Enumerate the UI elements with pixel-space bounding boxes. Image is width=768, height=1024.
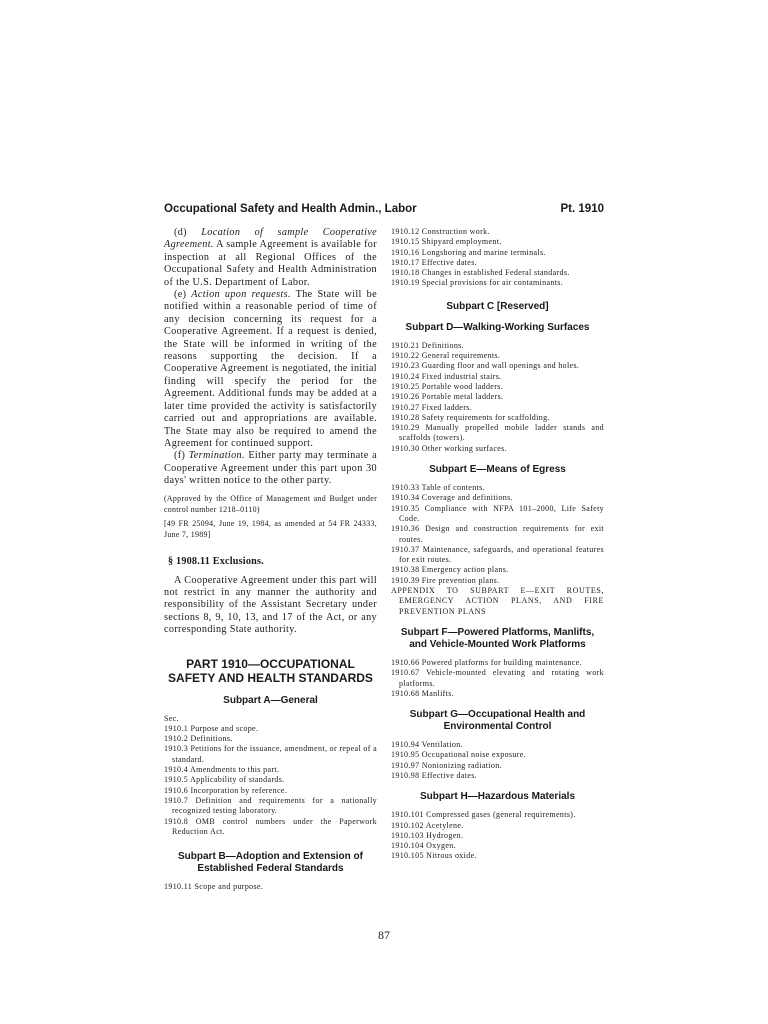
toc-item: 1910.18 Changes in established Federal standards.	[391, 268, 570, 278]
approval-note: (Approved by the Office of Management and Budget under control number 1218–0110)	[164, 493, 377, 514]
subpart-b-heading: Subpart B—Adoption and Extension of Established Federal Standards	[178, 851, 363, 875]
toc-item: 1910.15 Shipyard employment.	[391, 237, 502, 247]
paragraph-d	[164, 227, 377, 289]
toc-item: 1910.4 Amendments to this part.	[164, 765, 280, 775]
toc-item: 1910.30 Other working surfaces.	[391, 443, 507, 453]
toc-item: 1910.37 Maintenance, safeguards, and operational features for exit routes.	[391, 544, 604, 565]
toc-item: 1910.1 Purpose and scope.	[164, 723, 259, 733]
subpart-e-list	[391, 483, 604, 617]
toc-item: 1910.19 Special provisions for air contaminants.	[391, 278, 564, 288]
toc-item: 1910.22 General requirements.	[391, 351, 501, 361]
subpart-h-heading: Subpart H—Hazardous Materials	[419, 791, 576, 803]
running-header	[164, 203, 604, 219]
subpart-g-list	[391, 740, 604, 781]
toc-item: 1910.98 Effective dates.	[391, 770, 478, 780]
subpart-e-heading: Subpart E—Means of Egress	[429, 464, 566, 476]
toc-item: 1910.7 Definition and requirements for a nationally recognized testing laboratory.	[164, 795, 377, 816]
toc-item: 1910.5 Applicability of standards.	[164, 775, 285, 785]
toc-item: 1910.28 Safety requirements for scaffolding.	[391, 412, 550, 422]
toc-item: 1910.21 Definitions.	[391, 340, 464, 350]
toc-item: 1910.68 Manlifts.	[391, 688, 455, 698]
paragraph-f	[164, 450, 377, 487]
toc-item: 1910.29 Manually propelled mobile ladder stands and scaffolds (towers).	[391, 423, 604, 443]
toc-item: 1910.23 Guarding floor and wall openings and holes.	[391, 361, 580, 371]
toc-item: 1910.66 Powered platforms for building maintenance.	[391, 657, 582, 667]
part-title: PART 1910—OCCUPATIONAL SAFETY AND HEALTH STANDARDS	[168, 656, 373, 685]
toc-item: 1910.2 Definitions.	[164, 734, 233, 744]
para-d-label: (d)	[174, 227, 187, 238]
toc-item: 1910.17 Effective dates.	[391, 257, 478, 267]
section-body: A Cooperative Agreement under this part will not restrict in any manner the authority and responsibility of the Assistant Secretary under sections 8, 9, 10, 13, and 17 of the Act, or any corresponding State authority.	[164, 574, 377, 636]
para-d-title: Location of sample Cooperative Agreement.	[164, 227, 377, 251]
paragraph-e	[164, 289, 377, 450]
subpart-f-list	[391, 658, 604, 699]
toc-item: 1910.33 Table of contents.	[391, 483, 485, 493]
para-f-label: (f)	[174, 450, 186, 462]
toc-item: 1910.38 Emergency action plans.	[391, 565, 509, 575]
toc-item: 1910.16 Longshoring and marine terminals.	[391, 247, 546, 257]
toc-item: 1910.24 Fixed industrial stairs.	[391, 371, 502, 381]
right-column	[391, 227, 604, 862]
toc-item: 1910.101 Compressed gases (general requirements).	[391, 810, 576, 820]
toc-item: 1910.97 Nonionizing radiation.	[391, 760, 502, 770]
subpart-h-list	[391, 810, 604, 861]
subpart-b-list	[164, 882, 377, 892]
subpart-d-heading: Subpart D—Walking-Working Surfaces	[405, 321, 590, 333]
sec-label: Sec.	[164, 713, 179, 723]
para-e-title: Action upon requests.	[191, 289, 291, 301]
toc-item: 1910.95 Occupational noise exposure.	[391, 750, 527, 760]
toc-item: 1910.39 Fire prevention plans.	[391, 575, 500, 585]
toc-item: 1910.6 Incorporation by reference.	[164, 785, 288, 795]
section-heading: § 1908.11 Exclusions.	[168, 555, 264, 567]
toc-item: 1910.34 Coverage and definitions.	[391, 493, 513, 503]
subpart-g-heading: Subpart G—Occupational Health and Environmental Control	[409, 709, 586, 733]
toc-item: 1910.104 Oxygen.	[391, 841, 456, 851]
para-e-label: (e)	[174, 289, 187, 301]
subpart-c-heading: Subpart C [Reserved]	[446, 300, 549, 312]
toc-item: 1910.27 Fixed ladders.	[391, 402, 473, 412]
subpart-a-heading: Subpart A—General	[223, 694, 318, 706]
toc-item: 1910.102 Acetylene.	[391, 820, 464, 830]
toc-item: 1910.103 Hydrogen.	[391, 830, 464, 840]
subpart-b-continued-list	[391, 227, 604, 289]
toc-item: 1910.94 Ventilation.	[391, 740, 463, 750]
para-f-title: Termination.	[188, 450, 245, 462]
toc-item: 1910.8 OMB control numbers under the Paperwork Reduction Act.	[164, 816, 377, 836]
page-number: 87	[378, 928, 390, 942]
toc-item: 1910.25 Portable wood ladders.	[391, 381, 504, 391]
para-d-body: A sample Agreement is available for inspection at all Regional Offices of the Occupational Safety and Health Administration of the U.S. Department of Labor.	[164, 239, 377, 288]
subpart-f-heading: Subpart F—Powered Platforms, Manlifts, and Vehicle-Mounted Work Platforms	[400, 626, 595, 650]
subpart-e-appendix: APPENDIX TO SUBPART E—EXIT ROUTES, EMERGENCY ACTION PLANS, AND FIRE PREVENTION PLANS	[391, 586, 604, 616]
toc-item: 1910.3 Petitions for the issuance, amendment, or repeal of a standard.	[164, 744, 377, 764]
toc-item: 1910.36 Design and construction requirements for exit routes.	[391, 524, 604, 544]
toc-item: 1910.35 Compliance with NFPA 101–2000, Life Safety Code.	[391, 503, 604, 523]
toc-item: 1910.11 Scope and purpose.	[164, 882, 264, 892]
toc-item: 1910.105 Nitrous oxide.	[391, 851, 477, 861]
header-part: Pt. 1910	[560, 203, 604, 215]
federal-register-note: [49 FR 25094, June 19, 1984, as amended at 54 FR 24333, June 7, 1989]	[164, 518, 377, 539]
header-agency: Occupational Safety and Health Admin., Labor	[164, 203, 417, 215]
toc-item: 1910.67 Vehicle-mounted elevating and rotating work platforms.	[391, 668, 604, 688]
subpart-d-list	[391, 341, 604, 454]
toc-item: 1910.12 Construction work.	[391, 227, 490, 236]
para-f-body: Either party may terminate a Cooperative Agreement under this part upon 30 days' written notice to the other party.	[164, 450, 377, 487]
subpart-a-list	[164, 714, 377, 838]
left-column	[164, 227, 377, 892]
toc-item: 1910.26 Portable metal ladders.	[391, 392, 504, 402]
para-e-body: The State will be notified within a reasonable period of time of any decision concerning its request for a Cooperative Agreement. If a request is denied, the State will be informed in writing of the reasons supporting the decision. If a Cooperative Agreement is negotiated, the initial finding will specify the period for the Agreement. Additional funds may be added at a later time provided the activity is satisfactorily carried out and appropriations are available. The State may also be required to amend the Agreement for continued support.	[164, 289, 377, 449]
